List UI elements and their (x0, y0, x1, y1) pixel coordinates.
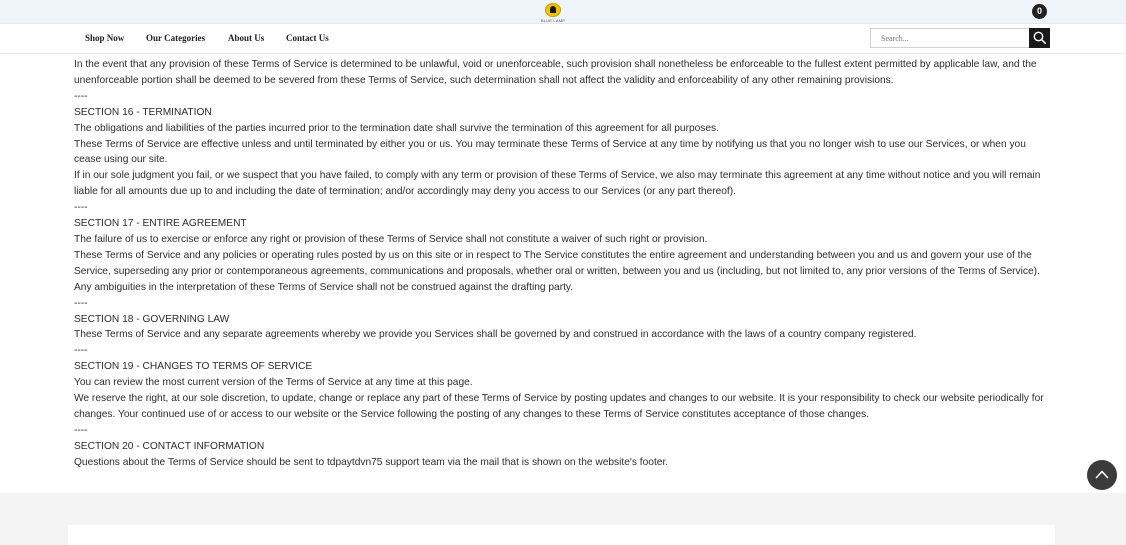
section-heading: SECTION 17 - ENTIRE AGREEMENT (74, 218, 247, 230)
search-icon (1033, 31, 1046, 44)
section-heading: SECTION 19 - CHANGES TO TERMS OF SERVICE (74, 361, 313, 373)
terms-paragraph: You can review the most current version of the Terms of Service at any time at this page. (74, 377, 473, 389)
logo-text: BLUE LAMP (540, 18, 566, 23)
terms-paragraph: The obligations and liabilities of the parties incurred prior to the termination date shall survive the termination of this agreement for all purposes. (74, 122, 719, 134)
section-divider: ---- (74, 345, 88, 357)
top-bar (0, 0, 1126, 24)
nav-shop-now[interactable]: Shop Now (85, 33, 125, 43)
section-heading: SECTION 16 - TERMINATION (74, 106, 212, 118)
search-input[interactable] (870, 28, 1029, 48)
terms-paragraph: If in our sole judgment you fail, or we suspect that you have failed, to comply with any term or provision of these Terms of Service, we also may terminate this agreement at any time without notice and you will remain liable for all amounts due up to and including the date of termination; and/or accordingly may deny you access to our Services (or any part thereof). (74, 170, 1041, 198)
terms-content (74, 57, 1049, 471)
terms-paragraph: Any ambiguities in the interpretation of these Terms of Service shall not be construed against the drafting party. (74, 281, 574, 293)
search-button[interactable] (1029, 28, 1050, 48)
terms-paragraph: These Terms of Service and any separate agreements whereby we provide you Services shall be governed by and construed in accordance with the laws of a country company registered. (74, 329, 917, 341)
terms-paragraph: We reserve the right, at our sole discretion, to update, change or replace any part of these Terms of Service by posting updates and changes to our website. It is your responsibility to check our website periodically for changes. Your continued use of or access to our website or the Service following the posting of any changes to these Terms of Service constitutes acceptance of those changes. (74, 393, 1044, 420)
scroll-to-top-button[interactable] (1087, 460, 1117, 490)
nav-our-categories[interactable]: Our Categories (146, 33, 206, 43)
section-heading: SECTION 20 - CONTACT INFORMATION (74, 440, 265, 452)
section-divider: ---- (74, 297, 88, 309)
terms-paragraph: These Terms of Service and any policies or operating rules posted by us on this site or in respect to The Service constitutes the entire agreement and understanding between you and us and govern your use of the Service, superseding any prior or contemporaneous agreements, communications and proposals, whether oral or written, between you and us (including, but not limited to, any prior versions of the Terms of Service). (74, 249, 1040, 277)
section-divider: ---- (74, 90, 88, 102)
cart-count-badge[interactable]: 0 (1032, 4, 1047, 19)
section-divider: ---- (74, 202, 88, 214)
nav-about-us[interactable]: About Us (228, 33, 265, 43)
section-divider: ---- (74, 424, 88, 436)
nav-contact-us[interactable]: Contact Us (286, 33, 329, 43)
terms-paragraph: Questions about the Terms of Service should be sent to tdpaytdvn75 support team via the mail that is shown on the website's footer. (74, 456, 669, 468)
site-logo[interactable] (541, 2, 565, 24)
terms-paragraph: The failure of us to exercise or enforce any right or provision of these Terms of Service shall not constitute a waiver of such right or provision. (74, 233, 708, 245)
lamp-logo-icon (545, 3, 561, 17)
main-nav (0, 24, 1126, 54)
chevron-up-icon (1095, 469, 1109, 479)
terms-paragraph: In the event that any provision of these Terms of Service is determined to be unlawful, void or unenforceable, such provision shall nonetheless be enforceable to the fullest extent permitted by applicable law, and the unenforceable portion shall be deemed to be severed from these Terms of Service, such determination shall not affect the validity and enforceability of any other remaining provisions. (74, 59, 1037, 86)
footer-card (68, 525, 1055, 545)
section-heading: SECTION 18 - GOVERNING LAW (74, 313, 230, 325)
terms-paragraph: These Terms of Service are effective unless and until terminated by either you or us. You may terminate these Terms of Service at any time by notifying us that you no longer wish to use our Services, or when you cease using our site. (74, 138, 1026, 166)
